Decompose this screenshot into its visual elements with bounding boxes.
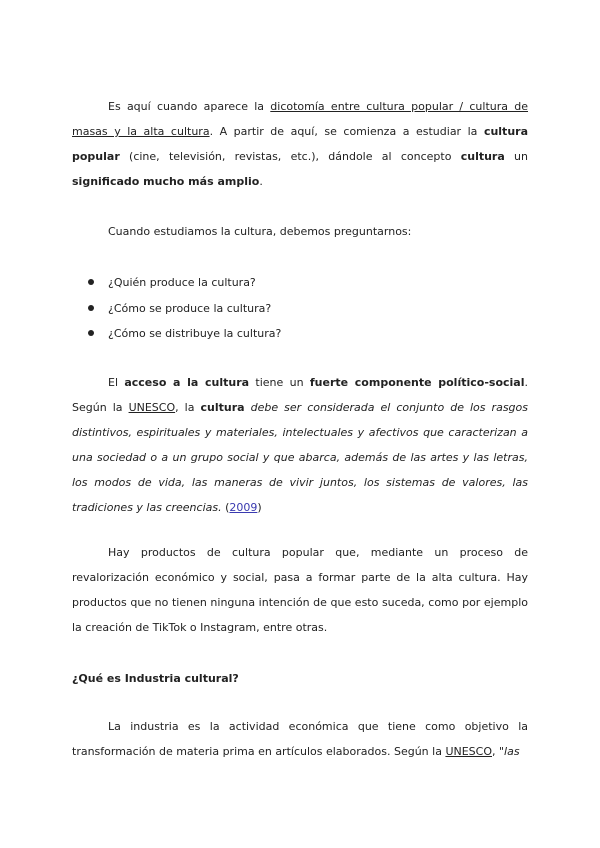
text-run: (cine, televisión, revistas, etc.), dándole al concepto xyxy=(119,150,461,163)
list-item xyxy=(86,296,281,322)
question-list xyxy=(86,270,281,347)
text-run: Es aquí cuando aparece la xyxy=(108,100,271,113)
text-run: El xyxy=(108,376,125,389)
bold-term-significado: significado mucho más amplio xyxy=(72,175,260,188)
bullet-dot-icon xyxy=(88,305,94,311)
paragraph-revalorization: Hay productos de cultura popular que, mediante un proceso de revalorización económico y social, pasa a formar parte de la alta cultura. Hay productos que no tienen ninguna intención de que esto suceda, como por ejemplo la creación de TikTok o Instagram, entre otras. xyxy=(72,546,528,634)
bold-term-acceso: acceso a la cultura xyxy=(124,376,250,389)
text-run: . A partir de aquí, se comienza a estudiar la xyxy=(209,125,484,138)
bold-term-cultura-popular: cultura popular xyxy=(72,125,528,163)
citation-link-2009[interactable]: 2009 xyxy=(229,501,258,514)
italic-unesco-definition: debe ser considerada el conjunto de los rasgos distintivos, espirituales y materiales, intelectuales y afectivos que caracterizan a una sociedad o a un grupo social y que abarca, además de las artes y las letras, los modos de vida, las maneras de vivir juntos, los sistemas de valores, las tradiciones y las creencias. xyxy=(72,401,528,514)
text-run: . Según la xyxy=(72,376,528,414)
text-run: ( xyxy=(221,501,230,514)
text-run: , la xyxy=(175,401,201,414)
text-run: tiene un xyxy=(249,376,310,389)
bold-term-componente: fuerte componente político-social xyxy=(309,376,525,389)
paragraph-access-to-culture xyxy=(72,370,528,520)
list-item-text: ¿Quién produce la cultura? xyxy=(108,276,256,289)
bullet-dot-icon xyxy=(88,279,94,285)
italic-quote-start: "las xyxy=(499,745,520,758)
bold-term-cultura: cultura xyxy=(460,150,505,163)
text-run: , xyxy=(492,745,499,758)
text-run: La industria es la actividad económica que tiene como objetivo la transformación de materia prima en artículos elaborados. Según la xyxy=(72,720,528,758)
bold-term-cultura: cultura xyxy=(200,401,245,414)
list-item-text: ¿Cómo se distribuye la cultura? xyxy=(108,327,282,340)
list-item xyxy=(86,321,281,347)
list-item-text: ¿Cómo se produce la cultura? xyxy=(108,301,272,315)
underlined-term-unesco: UNESCO xyxy=(445,745,492,758)
underlined-term-unesco: UNESCO xyxy=(128,401,176,414)
underlined-term-dichotomy: dicotomía entre cultura popular / cultura de masas y la alta cultura xyxy=(72,100,529,138)
text-run: un xyxy=(504,150,528,163)
paragraph-industry xyxy=(72,714,528,764)
list-item xyxy=(86,270,281,296)
paragraph-popular-culture xyxy=(72,94,528,194)
section-heading-industria-cultural: ¿Qué es Industria cultural? xyxy=(72,672,239,685)
bullet-dot-icon xyxy=(88,330,94,336)
text-run: . xyxy=(259,175,263,188)
text-run: ) xyxy=(257,501,262,514)
paragraph-questions-intro: Cuando estudiamos la cultura, debemos preguntarnos: xyxy=(108,225,412,238)
